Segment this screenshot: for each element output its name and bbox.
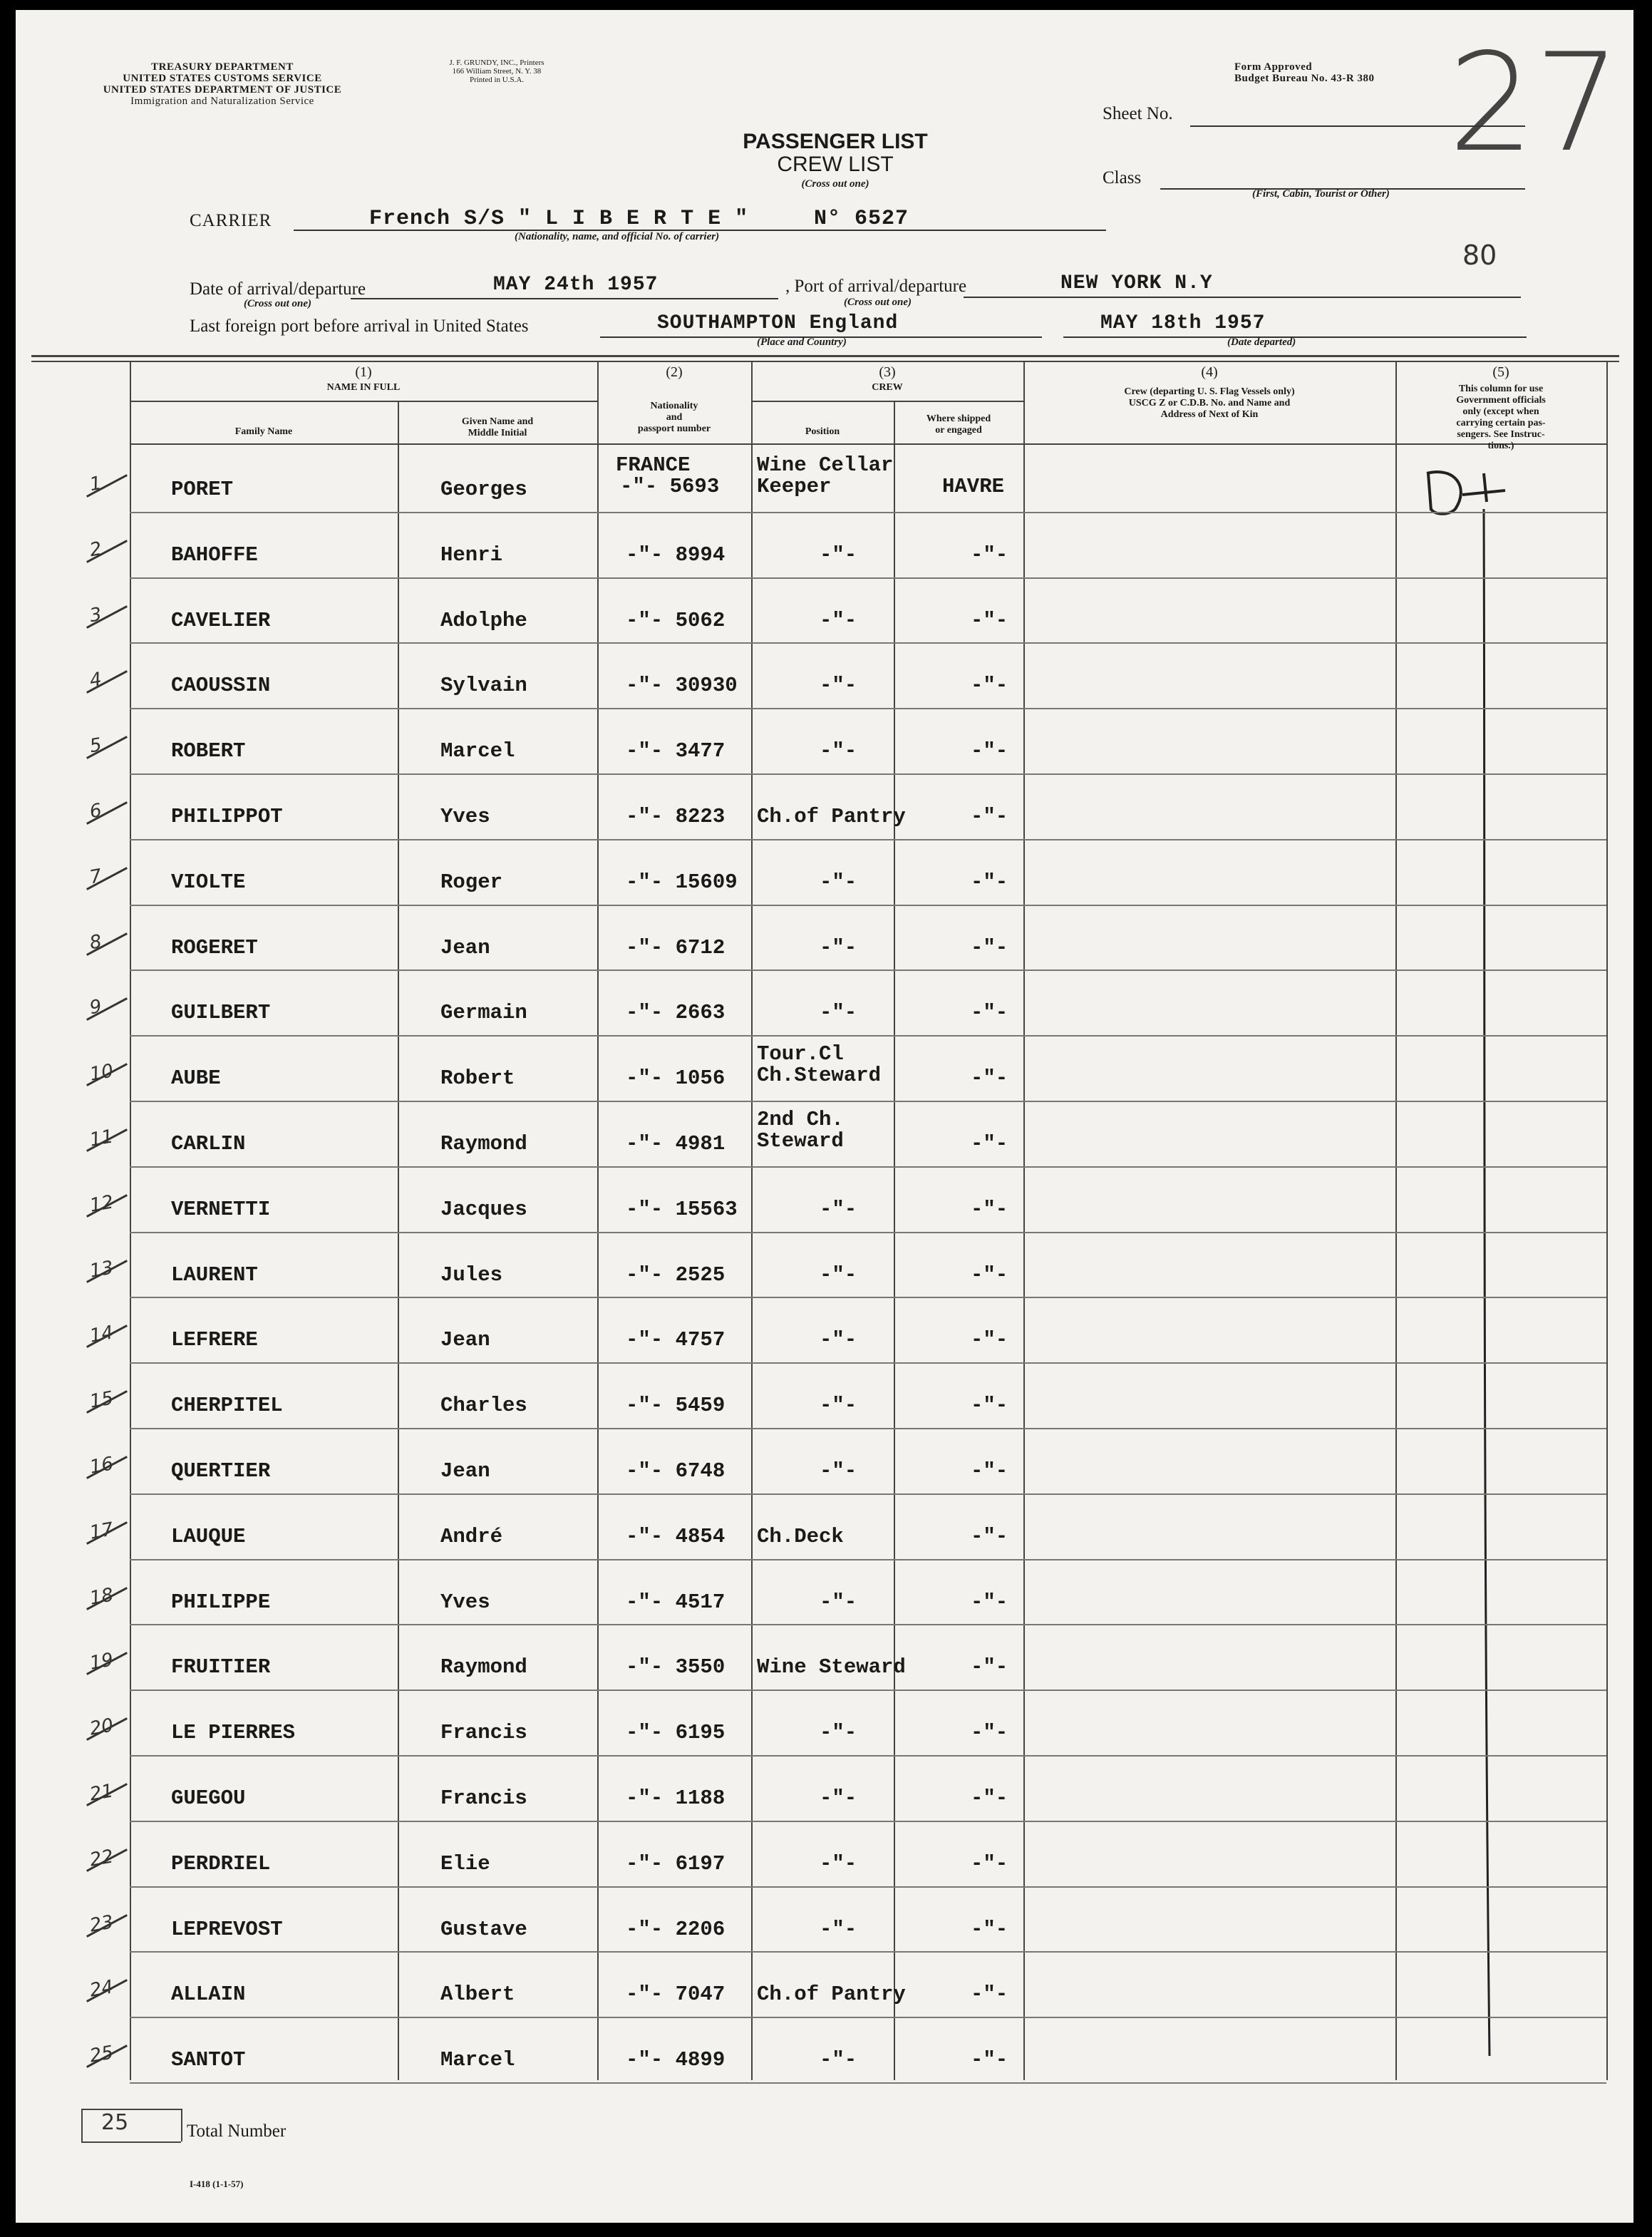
row-number: 17 bbox=[88, 1518, 115, 1544]
crew-position-line-2: Ch.Steward bbox=[757, 1064, 882, 1088]
family-name: VIOLTE bbox=[171, 870, 246, 894]
crew-position: Tour.Cl bbox=[757, 1042, 844, 1066]
given-name: Jean bbox=[440, 1328, 490, 1352]
col-1-number: (1) bbox=[355, 364, 372, 380]
passport-number: -"- 5062 bbox=[626, 608, 726, 632]
row-number: 4 bbox=[88, 669, 104, 692]
given-name: Francis bbox=[440, 1786, 527, 1810]
crew-position: Ch.of Pantry bbox=[757, 1983, 906, 2007]
crew-position: -"- bbox=[820, 1394, 857, 1418]
col-5-line-2: Government officials bbox=[1456, 395, 1546, 406]
passport-number: -"- 6197 bbox=[626, 1851, 726, 1876]
passport-number: -"- 7047 bbox=[626, 1983, 726, 2007]
passport-number: -"- 15609 bbox=[626, 870, 738, 894]
printer-line-3: Printed in U.S.A. bbox=[469, 76, 525, 84]
date-arrival-label: Date of arrival/departure bbox=[190, 279, 366, 299]
given-name: Germain bbox=[440, 1001, 527, 1025]
printer-line-1: J. F. GRUNDY, INC., Printers bbox=[449, 58, 544, 67]
family-name: ALLAIN bbox=[171, 1983, 246, 2007]
given-name: Raymond bbox=[440, 1655, 527, 1680]
crew-list-title: CREW LIST bbox=[777, 153, 894, 176]
family-name: CARLIN bbox=[171, 1132, 246, 1156]
row-number: 19 bbox=[88, 1649, 115, 1675]
row-number: 25 bbox=[88, 2042, 115, 2067]
given-name: Elie bbox=[440, 1851, 490, 1876]
row-number: 18 bbox=[88, 1583, 115, 1610]
crew-position: -"- bbox=[820, 1197, 857, 1221]
row-number: 20 bbox=[88, 1714, 115, 1740]
col-5-number: (5) bbox=[1492, 364, 1509, 380]
family-name: GUILBERT bbox=[171, 1001, 271, 1025]
form-approved: Form Approved bbox=[1234, 61, 1313, 73]
handwritten-ditto-mark bbox=[1413, 459, 1541, 2099]
port-arrival-value: NEW YORK N.Y bbox=[1060, 272, 1213, 294]
family-name: LEFRERE bbox=[171, 1328, 258, 1352]
passenger-list-title: PASSENGER LIST bbox=[743, 130, 928, 153]
where-shipped: HAVRE bbox=[942, 475, 1005, 498]
passport-number: -"- 4981 bbox=[626, 1132, 726, 1156]
crew-position: -"- bbox=[820, 608, 857, 632]
where-shipped: -"- bbox=[971, 1851, 1008, 1876]
col-5-line-1: This column for use bbox=[1458, 384, 1544, 394]
given-name: Roger bbox=[440, 870, 503, 894]
family-name: PORET bbox=[171, 478, 234, 501]
agency-4: Immigration and Naturalization Service bbox=[130, 96, 314, 107]
agency-3: UNITED STATES DEPARTMENT OF JUSTICE bbox=[103, 84, 342, 96]
col-5-line-4: carrying certain pas- bbox=[1456, 418, 1546, 428]
given-name: Raymond bbox=[440, 1132, 527, 1156]
date-departed-value: MAY 18th 1957 bbox=[1100, 312, 1266, 334]
where-shipped: -"- bbox=[971, 1263, 1008, 1287]
row-number: 5 bbox=[88, 734, 104, 758]
passport-number: -"- 4899 bbox=[626, 2048, 726, 2072]
crew-list-page bbox=[16, 10, 1633, 2223]
given-name: Robert bbox=[440, 1066, 515, 1091]
col-position: Position bbox=[805, 426, 840, 437]
passport-number: -"- 2206 bbox=[626, 1917, 726, 1941]
crew-position: -"- bbox=[820, 1263, 857, 1287]
passport-number: -"- 6748 bbox=[626, 1459, 726, 1483]
family-name: PERDRIEL bbox=[171, 1851, 271, 1876]
family-name: FRUITIER bbox=[171, 1655, 271, 1680]
agency-2: UNITED STATES CUSTOMS SERVICE bbox=[123, 73, 322, 84]
row-number: 13 bbox=[88, 1256, 115, 1282]
crew-position: -"- bbox=[820, 870, 857, 894]
family-name: CHERPITEL bbox=[171, 1394, 283, 1418]
given-name: Jacques bbox=[440, 1197, 527, 1221]
family-name: PHILIPPOT bbox=[171, 805, 283, 828]
row-number: 3 bbox=[88, 603, 104, 627]
where-shipped: -"- bbox=[971, 1983, 1008, 2007]
given-name: Charles bbox=[440, 1394, 527, 1418]
sheet-no-label: Sheet No. bbox=[1103, 104, 1173, 123]
crew-position: -"- bbox=[820, 2048, 857, 2072]
where-shipped: -"- bbox=[971, 1066, 1008, 1091]
last-port-value: SOUTHAMPTON England bbox=[657, 312, 899, 334]
crew-position: -"- bbox=[820, 1459, 857, 1483]
carrier-hint: (Nationality, name, and official No. of carrier) bbox=[515, 231, 720, 242]
given-name: Francis bbox=[440, 1721, 527, 1745]
given-name: Sylvain bbox=[440, 674, 527, 698]
family-name: ROBERT bbox=[171, 739, 246, 763]
crew-position: -"- bbox=[820, 1786, 857, 1810]
where-shipped: -"- bbox=[971, 1590, 1008, 1614]
crew-position: -"- bbox=[820, 1851, 857, 1876]
given-name: Yves bbox=[440, 1590, 490, 1614]
family-name: LE PIERRES bbox=[171, 1721, 296, 1745]
passport-number: -"- 6712 bbox=[626, 935, 726, 960]
passport-number: -"- 5459 bbox=[626, 1394, 726, 1418]
passport-number: -"- 4854 bbox=[626, 1524, 726, 1548]
sheet-page-number: 27 bbox=[1448, 24, 1621, 182]
row-number: 6 bbox=[88, 799, 104, 823]
printer-line-2: 166 William Street, N. Y. 38 bbox=[452, 67, 542, 76]
row-number: 24 bbox=[88, 1976, 115, 2002]
date-departed-hint: (Date departed) bbox=[1227, 336, 1296, 348]
col-5-line-6: tions.) bbox=[1487, 441, 1514, 451]
given-name: Jean bbox=[440, 935, 490, 960]
passport-number: -"- 3477 bbox=[626, 739, 726, 763]
crew-position: Wine Cellar bbox=[757, 453, 894, 477]
col-3-number: (3) bbox=[879, 364, 896, 380]
agency-1: TREASURY DEPARTMENT bbox=[151, 61, 294, 73]
date-arrival-hint: (Cross out one) bbox=[244, 298, 312, 309]
passport-number: -"- 4757 bbox=[626, 1328, 726, 1352]
handwritten-80: 80 bbox=[1462, 240, 1497, 271]
crew-position: Ch.Deck bbox=[757, 1524, 844, 1548]
passport-number: -"- 2525 bbox=[626, 1263, 726, 1287]
family-name: SANTOT bbox=[171, 2048, 246, 2072]
port-arrival-label: , Port of arrival/departure bbox=[785, 277, 967, 296]
where-shipped: -"- bbox=[971, 1721, 1008, 1745]
passport-number: -"- 1056 bbox=[626, 1066, 726, 1091]
given-name: Georges bbox=[440, 478, 527, 501]
family-name: BAHOFFE bbox=[171, 542, 258, 567]
carrier-label: CARRIER bbox=[190, 211, 272, 230]
where-shipped: -"- bbox=[971, 870, 1008, 894]
where-shipped: -"- bbox=[971, 1001, 1008, 1025]
date-arrival-value: MAY 24th 1957 bbox=[493, 274, 659, 296]
col-nationality-3: passport number bbox=[637, 423, 711, 434]
row-number: 11 bbox=[88, 1126, 115, 1151]
passport-number: -"- 5693 bbox=[620, 475, 720, 498]
col-5-line-3: only (except when bbox=[1462, 406, 1539, 417]
family-name: LEPREVOST bbox=[171, 1917, 283, 1941]
crew-position: 2nd Ch. bbox=[757, 1108, 844, 1131]
crew-position: Ch.of Pantry bbox=[757, 805, 906, 828]
crew-position: -"- bbox=[820, 1328, 857, 1352]
passport-number: -"- 8994 bbox=[626, 542, 726, 567]
crew-position: -"- bbox=[820, 1917, 857, 1941]
family-name: QUERTIER bbox=[171, 1459, 271, 1483]
passport-number: -"- 3550 bbox=[626, 1655, 726, 1680]
col-4-number: (4) bbox=[1201, 364, 1218, 380]
crew-position: -"- bbox=[820, 739, 857, 763]
row-number: 7 bbox=[88, 865, 104, 889]
class-hint: (First, Cabin, Tourist or Other) bbox=[1252, 188, 1390, 200]
family-name: LAURENT bbox=[171, 1263, 258, 1287]
where-shipped: -"- bbox=[971, 935, 1008, 960]
crew-position: Wine Steward bbox=[757, 1655, 906, 1680]
budget-bureau: Budget Bureau No. 43-R 380 bbox=[1234, 73, 1375, 84]
col-4-line-2: USCG Z or C.D.B. No. and Name and bbox=[1128, 398, 1291, 408]
passport-number: -"- 6195 bbox=[626, 1721, 726, 1745]
passport-number: -"- 30930 bbox=[626, 674, 738, 698]
given-name: Adolphe bbox=[440, 608, 527, 632]
total-number-value: 25 bbox=[101, 2110, 129, 2135]
row-number: 10 bbox=[88, 1060, 115, 1086]
given-name: Marcel bbox=[440, 739, 515, 763]
where-shipped: -"- bbox=[971, 1917, 1008, 1941]
col-family-name: Family Name bbox=[234, 426, 293, 437]
given-name: André bbox=[440, 1524, 503, 1548]
col-shipped-1: Where shipped bbox=[926, 413, 991, 424]
port-arrival-hint: (Cross out one) bbox=[844, 297, 912, 308]
where-shipped: -"- bbox=[971, 1197, 1008, 1221]
given-name: Yves bbox=[440, 805, 490, 828]
family-name: VERNETTI bbox=[171, 1197, 271, 1221]
row-number: 21 bbox=[88, 1780, 115, 1806]
crew-position: -"- bbox=[820, 1721, 857, 1745]
col-nationality-1: Nationality bbox=[650, 401, 698, 411]
passport-number: -"- 4517 bbox=[626, 1590, 726, 1614]
passport-number: -"- 15563 bbox=[626, 1197, 738, 1221]
where-shipped: -"- bbox=[971, 674, 1008, 698]
given-name: Gustave bbox=[440, 1917, 527, 1941]
row-number: 2 bbox=[88, 538, 104, 562]
col-nationality-2: and bbox=[666, 412, 683, 423]
crew-position-line-2: Keeper bbox=[757, 475, 832, 498]
title-cross-out-note: (Cross out one) bbox=[801, 178, 869, 190]
given-name: Jean bbox=[440, 1459, 490, 1483]
col-given-name: Given Name and bbox=[461, 416, 534, 427]
row-number: 23 bbox=[88, 1911, 115, 1937]
where-shipped: -"- bbox=[971, 1132, 1008, 1156]
crew-position: -"- bbox=[820, 935, 857, 960]
col-given-name-2: Middle Initial bbox=[468, 428, 527, 438]
family-name: CAVELIER bbox=[171, 608, 271, 632]
col-shipped-2: or engaged bbox=[935, 425, 982, 436]
where-shipped: -"- bbox=[971, 1394, 1008, 1418]
crew-position-line-2: Steward bbox=[757, 1129, 844, 1153]
row-number: 12 bbox=[88, 1191, 115, 1217]
family-name: ROGERET bbox=[171, 935, 258, 960]
family-name: CAOUSSIN bbox=[171, 674, 271, 698]
row-number: 1 bbox=[88, 472, 104, 496]
where-shipped: -"- bbox=[971, 1524, 1008, 1548]
col-2-number: (2) bbox=[666, 364, 683, 380]
family-name: PHILIPPE bbox=[171, 1590, 271, 1614]
passport-number: -"- 2663 bbox=[626, 1001, 726, 1025]
given-name: Jules bbox=[440, 1263, 503, 1287]
col-1-title: NAME IN FULL bbox=[326, 382, 401, 393]
where-shipped: -"- bbox=[971, 805, 1008, 828]
crew-position: -"- bbox=[820, 674, 857, 698]
where-shipped: -"- bbox=[971, 1786, 1008, 1810]
passport-number: -"- 8223 bbox=[626, 805, 726, 828]
last-port-hint: (Place and Country) bbox=[757, 336, 847, 348]
family-name: GUEGOU bbox=[171, 1786, 246, 1810]
where-shipped: -"- bbox=[971, 1328, 1008, 1352]
carrier-number: N° 6527 bbox=[814, 207, 909, 231]
nationality: FRANCE bbox=[616, 453, 691, 477]
row-number: 9 bbox=[88, 996, 104, 1019]
passport-number: -"- 1188 bbox=[626, 1786, 726, 1810]
where-shipped: -"- bbox=[971, 2048, 1008, 2072]
given-name: Albert bbox=[440, 1983, 515, 2007]
where-shipped: -"- bbox=[971, 608, 1008, 632]
where-shipped: -"- bbox=[971, 542, 1008, 567]
col-4-line-1: Crew (departing U. S. Flag Vessels only) bbox=[1124, 386, 1295, 397]
family-name: LAUQUE bbox=[171, 1524, 246, 1548]
row-number: 16 bbox=[88, 1453, 115, 1479]
crew-position: -"- bbox=[820, 542, 857, 567]
crew-position: -"- bbox=[820, 1590, 857, 1614]
col-4-line-3: Address of Next of Kin bbox=[1160, 409, 1259, 420]
col-5-line-5: sengers. See Instruc- bbox=[1457, 429, 1545, 440]
class-label: Class bbox=[1103, 168, 1142, 187]
where-shipped: -"- bbox=[971, 1655, 1008, 1680]
where-shipped: -"- bbox=[971, 739, 1008, 763]
col-crew: CREW bbox=[872, 382, 903, 393]
row-number: 15 bbox=[88, 1387, 115, 1413]
row-number: 8 bbox=[88, 930, 104, 954]
row-number: 14 bbox=[88, 1322, 115, 1348]
carrier-name: French S/S " L I B E R T E " bbox=[369, 207, 749, 231]
family-name: AUBE bbox=[171, 1066, 221, 1091]
given-name: Marcel bbox=[440, 2048, 515, 2072]
where-shipped: -"- bbox=[971, 1459, 1008, 1483]
row-number: 22 bbox=[88, 1846, 115, 1871]
total-number-label: Total Number bbox=[187, 2122, 286, 2141]
crew-position: -"- bbox=[820, 1001, 857, 1025]
given-name: Henri bbox=[440, 542, 503, 567]
form-code: I-418 (1-1-57) bbox=[190, 2179, 244, 2189]
last-port-label: Last foreign port before arrival in United States bbox=[190, 317, 529, 336]
